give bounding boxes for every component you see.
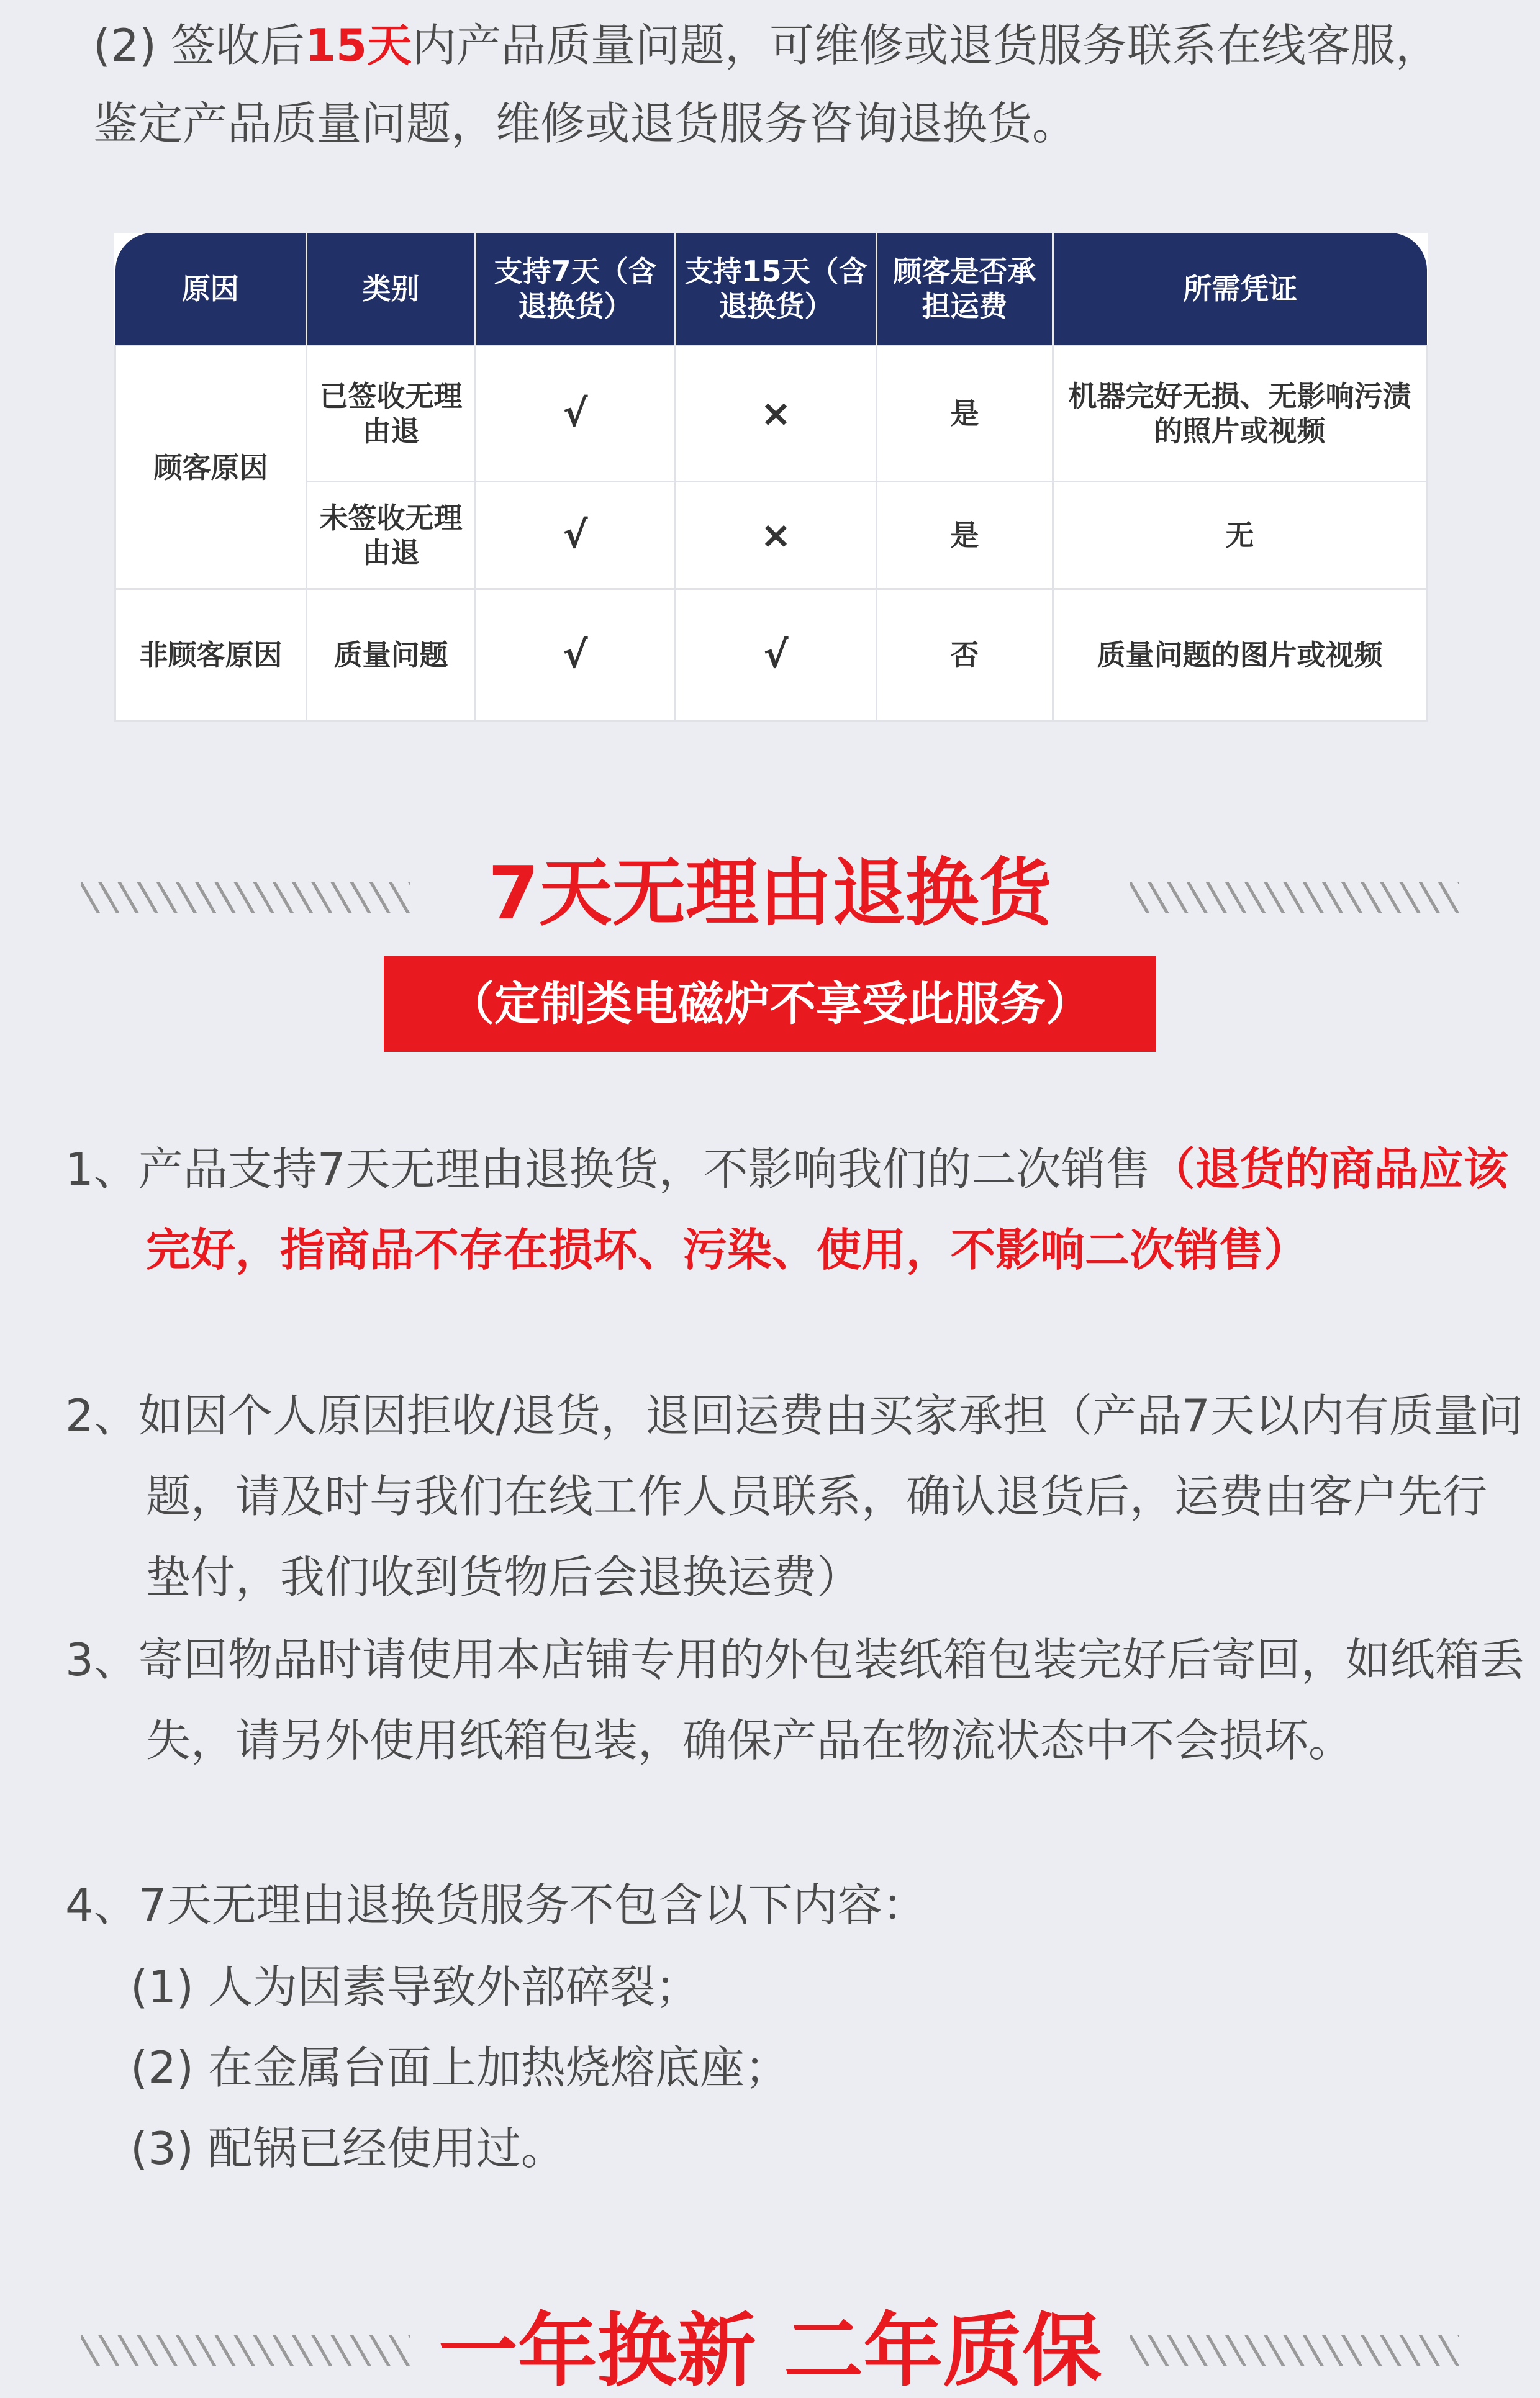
freight-cell: 否 (877, 589, 1053, 722)
proof-cell: 无 (1053, 482, 1427, 589)
header-freight: 顾客是否承担运费 (877, 233, 1053, 346)
table-row (116, 589, 1427, 722)
section-title-seven-day: 7天无理由退换货 (487, 850, 1053, 936)
exception-badge: （定制类电磁炉不享受此服务） (384, 956, 1156, 1052)
rule-item-3: 3、寄回物品时请使用本店铺专用的外包装纸箱包装完好后寄回，如纸箱丢失，请另外使用纸箱包装，确保产品在物流状态中不会损坏。 (65, 1634, 1524, 1767)
proof-cell: 质量问题的图片或视频 (1053, 589, 1427, 722)
fifteen-day-cell: √ (676, 589, 877, 722)
return-policy-table (114, 233, 1428, 722)
freight-cell: 是 (877, 482, 1053, 589)
category-cell: 质量问题 (307, 589, 476, 722)
table-row (116, 482, 1427, 589)
top-note-highlight: 15天 (304, 19, 412, 71)
rule-item-4: 4、7天无理由退换货服务不包含以下内容： (65, 1879, 927, 1931)
sub-rule-item: (2) 在金属台面上加热烧熔底座； (130, 2042, 789, 2094)
hatch-decoration-right-2 (1130, 2335, 1459, 2366)
freight-cell: 是 (877, 346, 1053, 482)
sub-rule-item: (1) 人为因素导致外部碎裂； (130, 1961, 700, 2013)
sub-rule-item: (3) 配锅已经使用过。 (130, 2122, 566, 2174)
seven-day-cell: √ (476, 589, 676, 722)
header-proof: 所需凭证 (1053, 233, 1427, 346)
header-category: 类别 (307, 233, 476, 346)
top-note-prefix: (2) 签收后 (93, 19, 305, 71)
top-note-rest: 内产品质量问题，可维修或退货服务联系在线客服，鉴定产品质量问题，维修或退货服务咨询退换货。 (93, 19, 1441, 150)
seven-day-cell: √ (476, 346, 676, 482)
fifteen-day-cell: × (676, 346, 877, 482)
header-reason: 原因 (116, 233, 307, 346)
rule-1-highlight: （退货的商品应该完好，指商品不存在损坏、污染、使用，不影响二次销售） (146, 1143, 1508, 1276)
fifteen-day-cell: × (676, 482, 877, 589)
proof-cell: 机器完好无损、无影响污渍的照片或视频 (1053, 346, 1427, 482)
header-seven-day: 支持7天（含退换货） (476, 233, 676, 346)
table-header-row (116, 233, 1427, 346)
reason-cell: 非顾客原因 (116, 589, 307, 722)
rule-1-text: 1、产品支持7天无理由退换货，不影响我们的二次销售 (65, 1143, 1151, 1195)
header-fifteen-day: 支持15天（含退换货） (676, 233, 877, 346)
top-note (93, 6, 1447, 163)
rule-item-2: 2、如因个人原因拒收/退货，退回运费由买家承担（产品7天以内有质量问题，请及时与我们在线工作人员联系，确认退货后，运费由客户先行垫付，我们收到货物后会退换运费） (65, 1390, 1523, 1603)
rule-item-1 (65, 1129, 1531, 1290)
hatch-decoration-right (1130, 882, 1459, 913)
table-row (116, 346, 1427, 482)
category-cell: 已签收无理由退 (307, 346, 476, 482)
category-cell: 未签收无理由退 (307, 482, 476, 589)
section-title-warranty: 一年换新 二年质保 (438, 2305, 1102, 2397)
reason-cell: 顾客原因 (116, 346, 307, 589)
seven-day-cell: √ (476, 482, 676, 589)
